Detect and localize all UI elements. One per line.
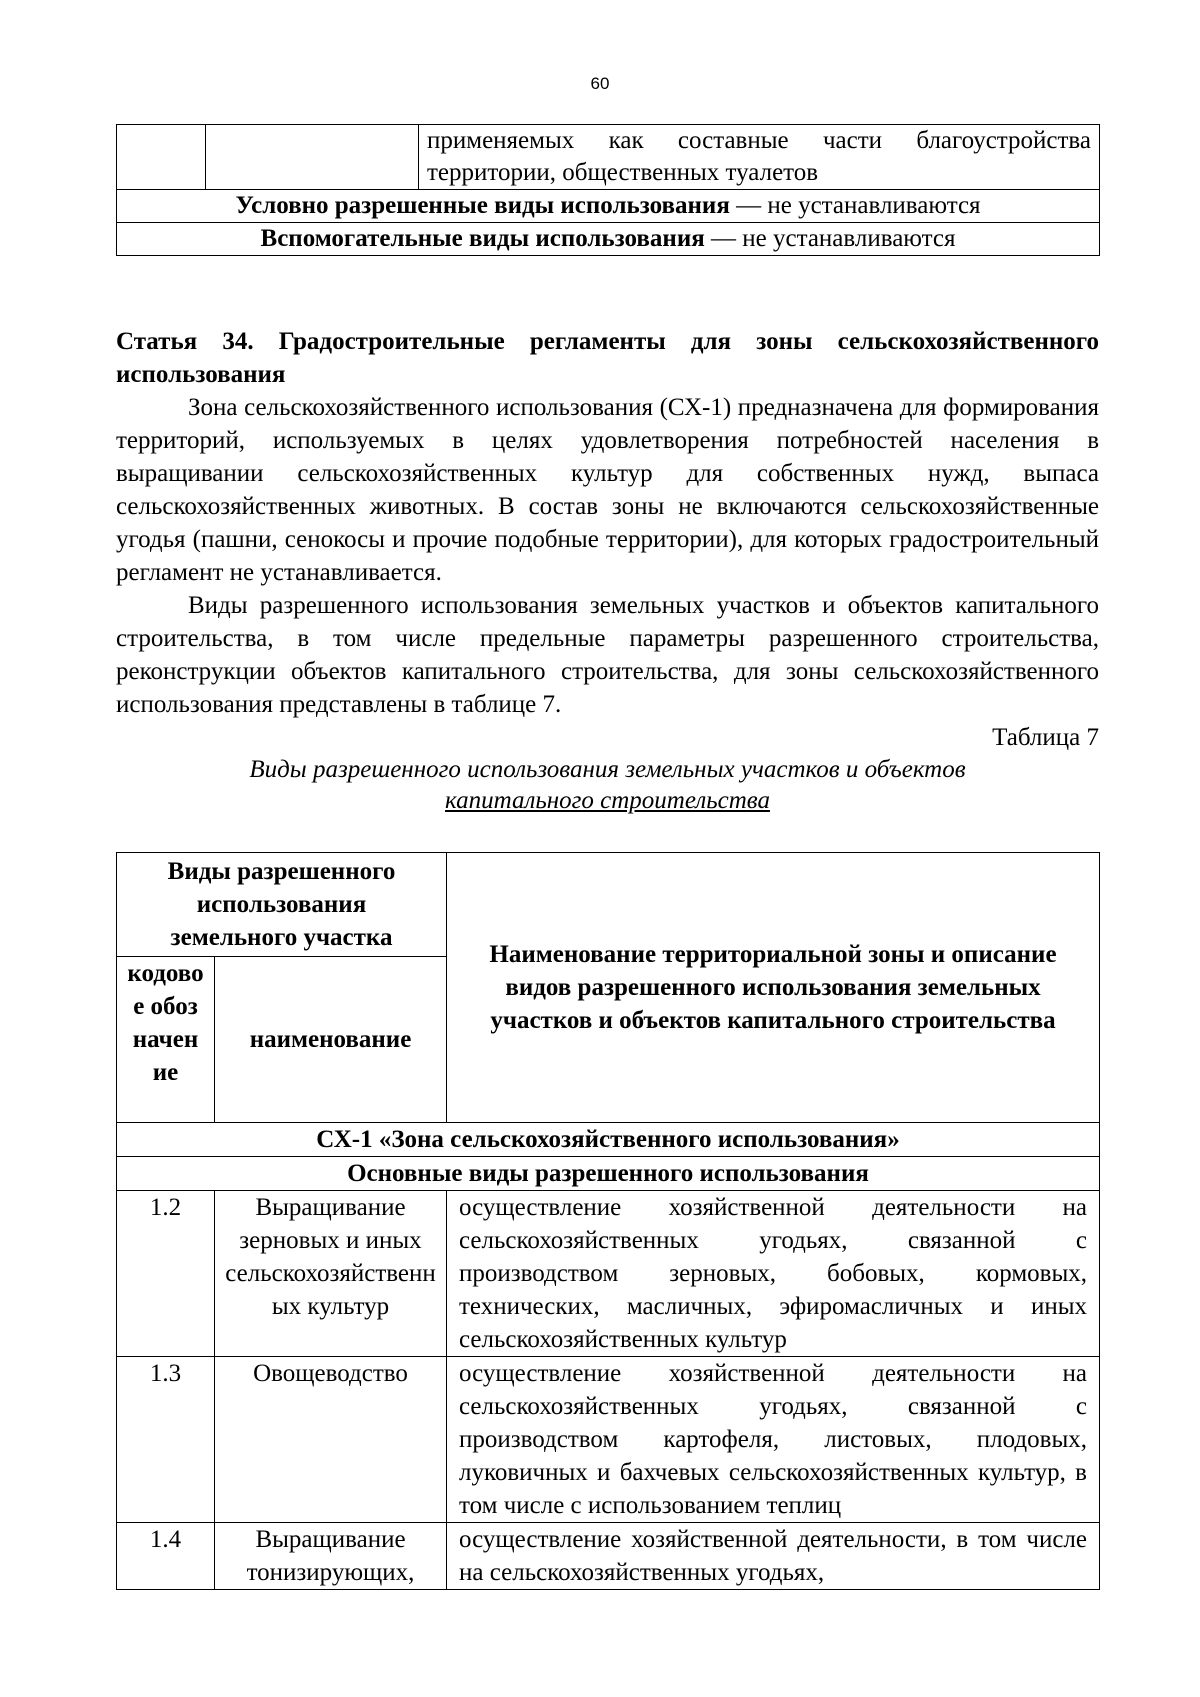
auxiliary-uses-label: Вспомогательные виды использования [260, 225, 705, 252]
table-row [117, 1357, 1100, 1523]
table-row [117, 1123, 1100, 1157]
table-row [117, 1191, 1100, 1357]
auxiliary-uses-value: — не устанавливаются [704, 225, 956, 252]
page-number: 60 [590, 74, 610, 93]
code-cell: 1.4 [117, 1523, 215, 1590]
zone-row: СХ-1 «Зона сельскохозяйственного использования» [117, 1123, 1100, 1157]
conditional-uses-label: Условно разрешенные виды использования [235, 192, 730, 219]
name-cell: Выращивание зерновых и иных сельскохозяйственных культур [215, 1191, 447, 1357]
section-row: Основные виды разрешенного использования [117, 1157, 1100, 1191]
continuation-cell: применяемых как составные части благоустройства территории, общественных туалетов [419, 125, 1100, 190]
code-cell: 1.3 [117, 1357, 215, 1523]
auxiliary-uses-row [117, 223, 1100, 256]
article-paragraph: Зона сельскохозяйственного использования (СХ-1) предназначена для формирования территорий, используемых в целях удовлетворения потребностей населения в выращивании сельскохозяйственных культур для собственных нужд, выпаса сельскохозяйственных животных. В состав зоны не включаются сельскохозяйственные угодья (пашни, сенокосы и прочие подобные территории), для которых градостроительный регламент не устанавливается. [116, 394, 1099, 586]
header-desc-cell: Наименование территориальной зоны и описание видов разрешенного использования земельных участков и объектов капитального строительства [447, 853, 1100, 1123]
name-cell: Овощеводство [215, 1357, 447, 1523]
table-row [117, 1523, 1100, 1590]
table-caption [116, 754, 1099, 816]
table-row [117, 1157, 1100, 1191]
table-row [117, 125, 1100, 190]
conditional-uses-row [117, 190, 1100, 223]
header-group-cell: Виды разрешенного использования земельного участка [117, 853, 447, 957]
code-cell: 1.2 [117, 1191, 215, 1357]
table-caption-line: Виды разрешенного использования земельных участков и объектов [249, 756, 966, 783]
desc-cell: осуществление хозяйственной деятельности на сельскохозяйственных угодьях, связанной с производством зерновых, бобовых, кормовых, технических, масличных, эфиромасличных и иных сельскохозяйственных культур [447, 1191, 1100, 1357]
desc-cell: осуществление хозяйственной деятельности на сельскохозяйственных угодьях, связанной с производством картофеля, листовых, плодовых, луковичных и бахчевых сельскохозяйственных культур, в том числе с использованием теплиц [447, 1357, 1100, 1523]
article-section [116, 325, 1099, 816]
table-caption-line: капитального строительства [445, 787, 770, 814]
table-header-row [117, 853, 1100, 957]
article-title: Статья 34. Градостроительные регламенты для зоны сельскохозяйственного использования [116, 328, 1099, 388]
land-use-table [116, 852, 1100, 1590]
header-name-cell: наименование [215, 957, 447, 1123]
table-row [117, 223, 1100, 256]
table-row [117, 190, 1100, 223]
table-number: Таблица 7 [992, 724, 1099, 751]
desc-cell: осуществление хозяйственной деятельности, в том числе на сельскохозяйственных угодьях, [447, 1523, 1100, 1590]
name-cell: Выращивание тонизирующих, [215, 1523, 447, 1590]
empty-cell [117, 125, 206, 190]
continuation-table [116, 124, 1100, 256]
header-code-cell: кодовое обозначение [117, 957, 215, 1123]
conditional-uses-value: — не устанавливаются [729, 192, 981, 219]
article-paragraph: Виды разрешенного использования земельных участков и объектов капитального строительства, в том числе предельные параметры разрешенного строительства, реконструкции объектов капитального строительства, для зоны сельскохозяйственного использования представлены в таблице 7. [116, 592, 1099, 718]
empty-cell [206, 125, 419, 190]
